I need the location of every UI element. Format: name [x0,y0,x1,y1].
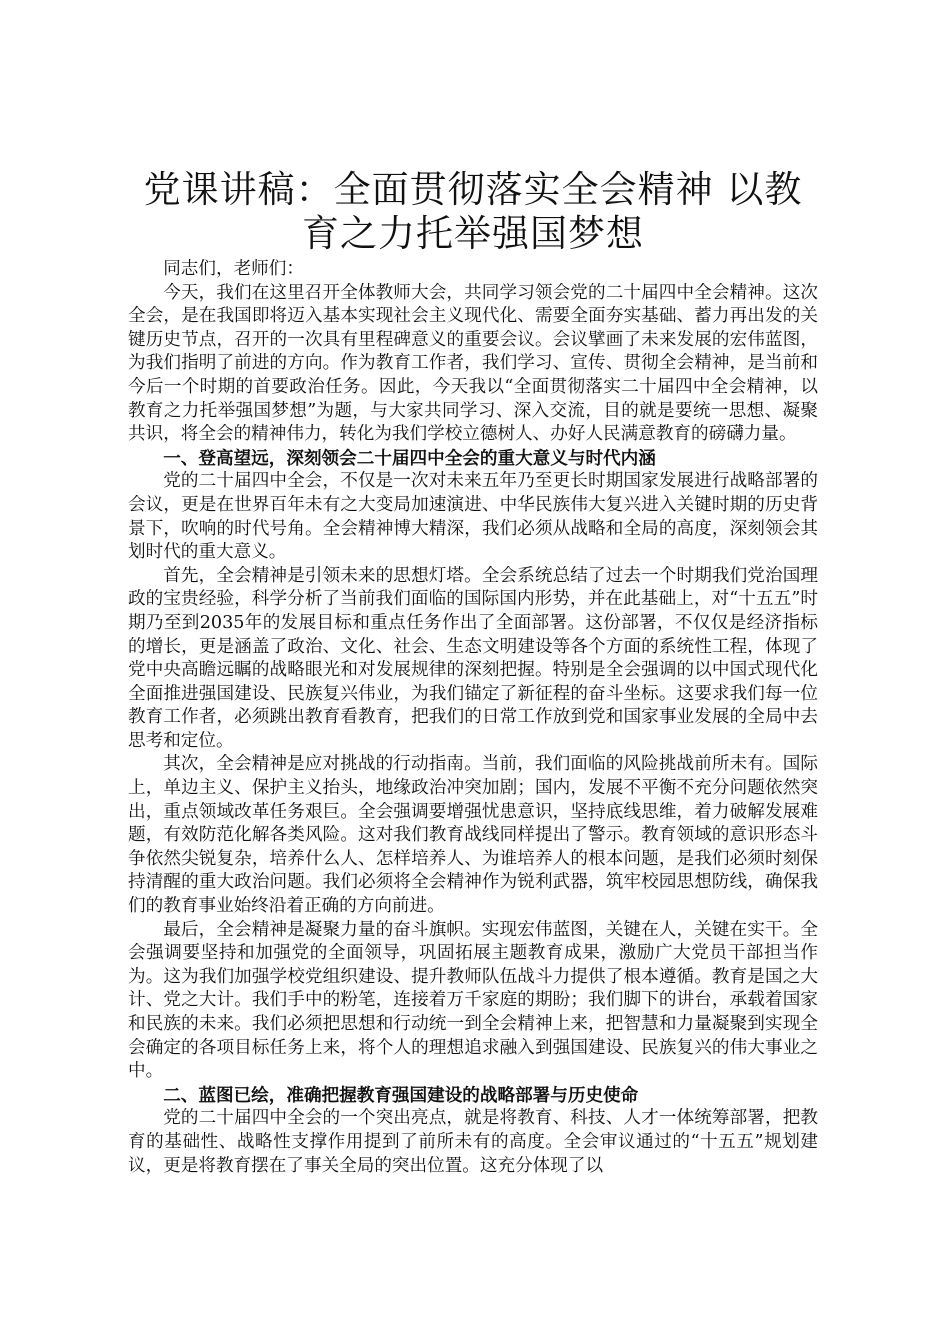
paragraph-section1-intro: 党的二十届四中全会，不仅是一次对未来五年乃至更长时期国家发展进行战略部署的会议，更是在世界百年未有之大变局加速演进、中华民族伟大复兴进入关键时期的历史背景下，吹响的时代号角。全会精神博大精深，我们必须从战略和全局的高度，深刻领会其划时代的重大意义。 [128,471,818,563]
document-page [128,168,818,1178]
paragraph-section2-intro: 党的二十届四中全会的一个突出亮点，就是将教育、科技、人才一体统筹部署，把教育的基础性、战略性支撑作用提到了前所未有的高度。全会审议通过的“十五五”规划建议，更是将教育摆在了事关全局的突出位置。这充分体现了以 [128,1108,818,1176]
paragraph-first-point: 首先，全会精神是引领未来的思想灯塔。全会系统总结了过去一个时期我们党治国理政的宝贵经验，科学分析了当前我们面临的国际国内形势，并在此基础上，对“十五五”时期乃至到2035年的发展目标和重点任务作出了全面部署。这份部署，不仅仅是经济指标的增长，更是涵盖了政治、文化、社会、生态文明建设等各个方面的系统性工程，体现了党中央高瞻远瞩的战略眼光和对发展规律的深刻把握。特别是全会强调的以中国式现代化全面推进强国建设、民族复兴伟业，为我们锚定了新征程的奋斗坐标。这要求我们每一位教育工作者，必须跳出教育看教育，把我们的日常工作放到党和国家事业发展的全局中去思考和定位。 [128,565,818,751]
greeting: 同志们，老师们： [163,259,304,279]
document-title: 党课讲稿：全面贯彻落实全会精神 以教育之力托举强国梦想 [143,168,803,255]
section-heading-1: 一、登高望远，深刻领会二十届四中全会的重大意义与时代内涵 [163,447,656,469]
section-heading-2: 二、蓝图已绘，准确把握教育强国建设的战略部署与历史使命 [163,1084,639,1106]
paragraph-second-point: 其次，全会精神是应对挑战的行动指南。当前，我们面临的风险挑战前所未有。国际上，单边主义、保护主义抬头，地缘政治冲突加剧；国内，发展不平衡不充分问题依然突出，重点领域改革任务艰巨。全会强调要增强忧患意识，坚持底线思维，着力破解发展难题，有效防范化解各类风险。这对我们教育战线同样提出了警示。教育领域的意识形态斗争依然尖锐复杂，培养什么人、怎样培养人、为谁培养人的根本问题，是我们必须时刻保持清醒的重大政治问题。我们必须将全会精神作为锐利武器，筑牢校园思想防线，确保我们的教育事业始终沿着正确的方向前进。 [128,754,818,917]
paragraph-intro: 今天，我们在这里召开全体教师大会，共同学习领会党的二十届四中全会精神。这次全会，是在我国即将迈入基本实现社会主义现代化、需要全面夯实基础、蓄力再出发的关键历史节点，召开的一次具有里程碑意义的重要会议。会议擘画了未来发展的宏伟蓝图，为我们指明了前进的方向。作为教育工作者，我们学习、宣传、贯彻全会精神，是当前和今后一个时期的首要政治任务。因此，今天我以“全面贯彻落实二十届四中全会精神，以教育之力托举强国梦想”为题，与大家共同学习、深入交流，目的就是要统一思想、凝聚共识，将全会的精神伟力，转化为我们学校立德树人、办好人民满意教育的磅礴力量。 [128,282,818,445]
paragraph-third-point: 最后，全会精神是凝聚力量的奋斗旗帜。实现宏伟蓝图，关键在人，关键在实干。全会强调要坚持和加强党的全面领导，巩固拓展主题教育成果，激励广大党员干部担当作为。这为我们加强学校党组织建设、提升教师队伍战斗力提供了根本遵循。教育是国之大计、党之大计。我们手中的粉笔，连接着万千家庭的期盼；我们脚下的讲台，承载着国家和民族的未来。我们必须把思想和行动统一到全会精神上来，把智慧和力量凝聚到实现全会确定的各项目标任务上来，将个人的理想追求融入到强国建设、民族复兴的伟大事业之中。 [128,919,818,1082]
